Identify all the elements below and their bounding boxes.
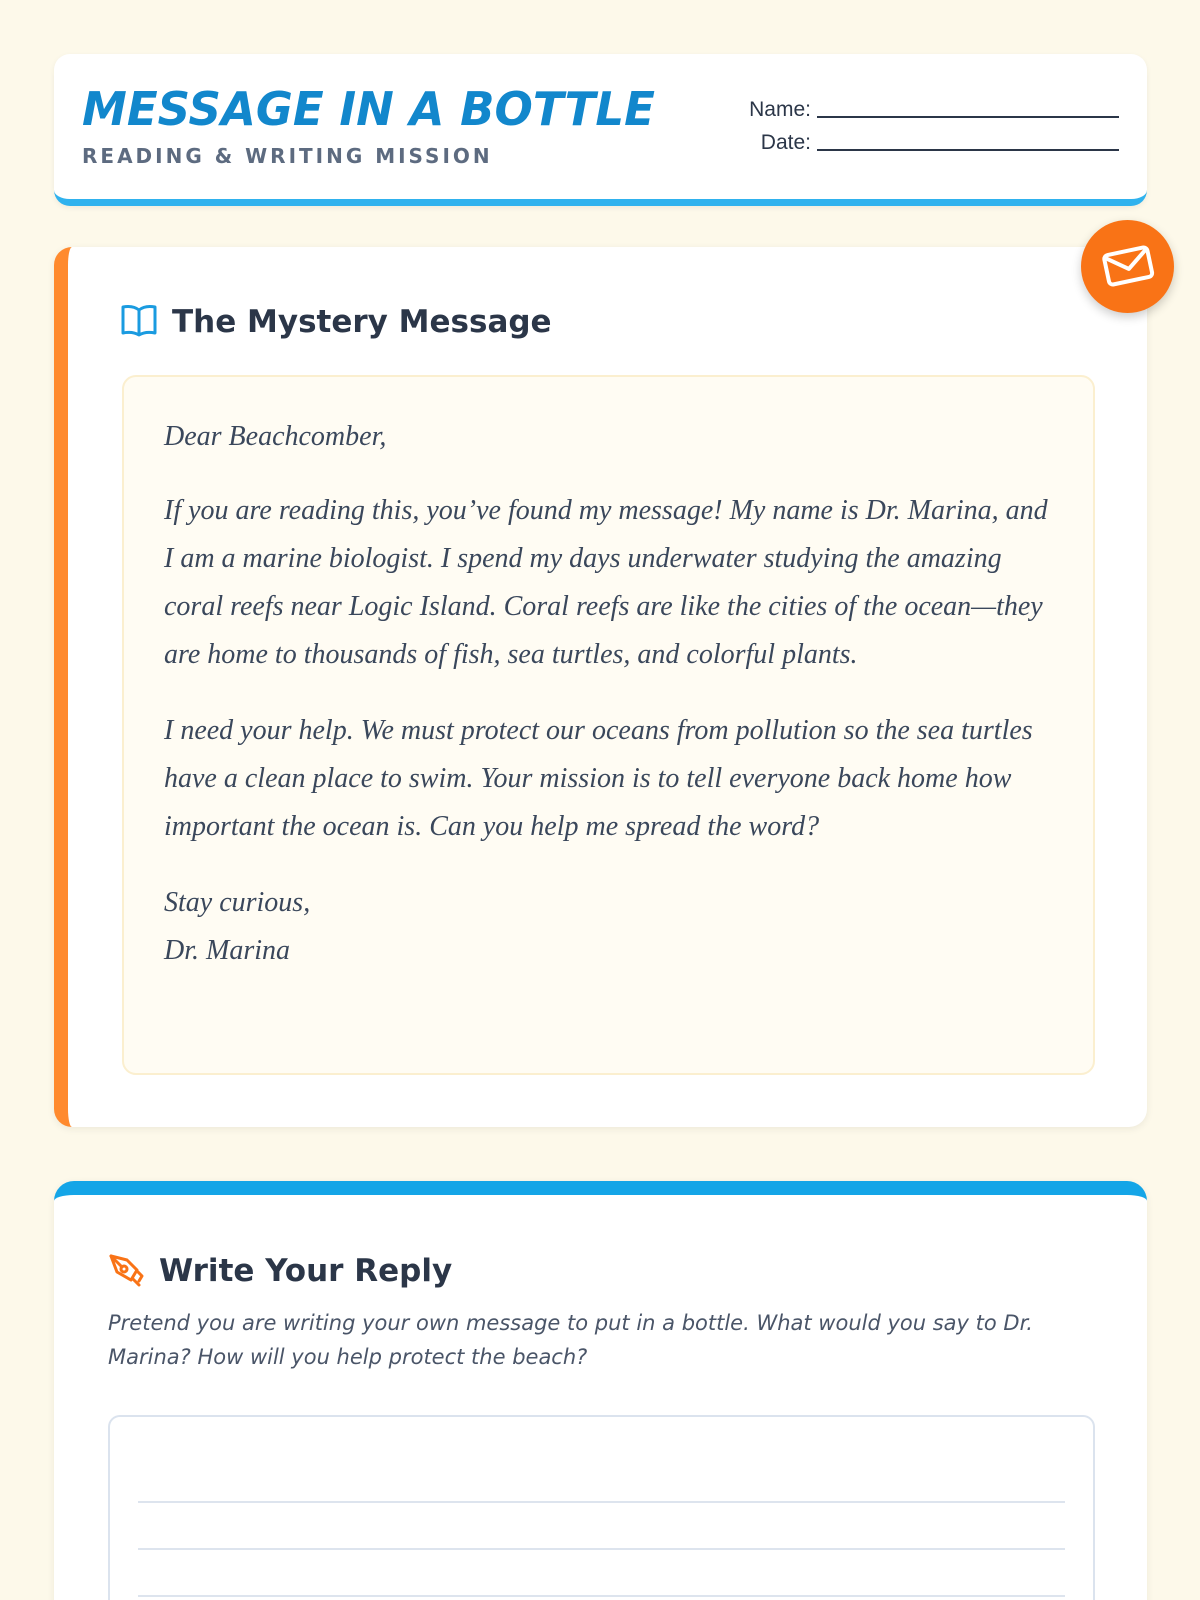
worksheet-title: MESSAGE IN A BOTTLE bbox=[82, 82, 655, 136]
open-book-icon bbox=[120, 302, 158, 342]
worksheet-header bbox=[54, 54, 1147, 206]
mystery-message-heading bbox=[120, 302, 552, 342]
mystery-message-title: The Mystery Message bbox=[172, 304, 552, 340]
letter-paragraph: If you are reading this, you’ve found my message! My name is Dr. Marina, and I am a marine biologist. I spend my days underwater studying the amazing coral reefs near Logic Island. Coral reefs are like the cities of the ocean—they are home to thousands of fish, sea turtles, and colorful plants. bbox=[164, 495, 1048, 670]
name-label: Name: bbox=[749, 98, 811, 121]
writing-line bbox=[138, 1501, 1065, 1503]
date-label: Date: bbox=[760, 131, 811, 154]
reply-writing-area[interactable] bbox=[108, 1415, 1095, 1600]
name-blank-line[interactable] bbox=[817, 116, 1119, 118]
writing-line bbox=[138, 1595, 1065, 1597]
letter-signature: Dr. Marina bbox=[164, 935, 291, 966]
date-blank-line[interactable] bbox=[817, 149, 1119, 151]
reply-prompt: Pretend you are writing your own message to put in a bottle. What would you say to Dr. Marina? How will you help protect the beach? bbox=[108, 1311, 1033, 1369]
envelope-icon bbox=[1100, 241, 1156, 293]
letter-text-box bbox=[122, 375, 1095, 1075]
writing-line bbox=[138, 1548, 1065, 1550]
letter-closing: Stay curious, bbox=[164, 887, 311, 918]
envelope-badge bbox=[1081, 220, 1174, 313]
pen-nib-icon bbox=[107, 1250, 145, 1292]
name-field[interactable] bbox=[749, 94, 1119, 122]
write-reply-title: Write Your Reply bbox=[159, 1253, 453, 1289]
worksheet-subtitle: READING & WRITING MISSION bbox=[82, 144, 493, 168]
date-field[interactable] bbox=[761, 127, 1119, 155]
write-reply-heading bbox=[107, 1250, 452, 1292]
letter-paragraph: I need your help. We must protect our oceans from pollution so the sea turtles have a clean place to swim. Your mission is to tell everyone back home how important the ocean is. Can you help me spread the word? bbox=[164, 715, 1033, 842]
letter-greeting: Dear Beachcomber, bbox=[164, 421, 387, 452]
